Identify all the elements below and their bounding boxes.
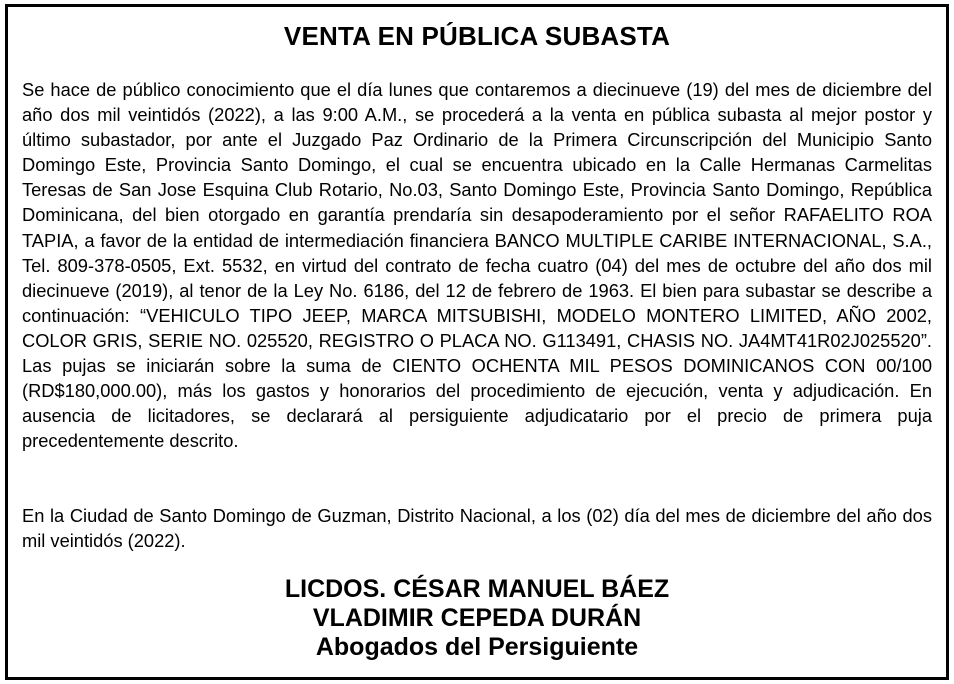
signature-line-role: Abogados del Persiguiente [315, 633, 639, 661]
signature-line-lawyers: LICDOS. CÉSAR MANUEL BÁEZ [284, 575, 670, 603]
notice-title: VENTA EN PÚBLICA SUBASTA [283, 21, 671, 51]
signature-block [8, 575, 946, 662]
notice-closing: En la Ciudad de Santo Domingo de Guzman, Distrito Nacional, a los (02) día del mes de diciembre del año dos mil veintidós (2022). [22, 505, 932, 552]
notice-body: Se hace de público conocimiento que el día lunes que contaremos a diecinueve (19) del mes de diciembre del año dos mil veintidós (2022), a las 9:00 A.M., se procederá a la venta en pública subasta al mejor postor y último subastador, por ante el Juzgado Paz Ordinario de la Primera Circunscripción del Municipio Santo Domingo Este, Provincia Santo Domingo, el cual se encuentra ubicado en la Calle Hermanas Carmelitas Teresas de San Jose Esquina Club Rotario, No.03, Santo Domingo Este, Provincia Santo Domingo, República Dominicana, del bien otorgado en garantía prendaría sin desapoderamiento por el señor RAFAELITO ROA TAPIA, a favor de la entidad de intermediación financiera BANCO MULTIPLE CARIBE INTERNACIONAL, S.A., Tel. 809-378-0505, Ext. 5532, en virtud del contrato de fecha cuatro (04) del mes de octubre del año dos mil diecinueve (2019), al tenor de la Ley No. 6186, del 12 de febrero de 1963. El bien para subastar se describe a continuación: “VEHICULO TIPO JEEP, MARCA MITSUBISHI, MODELO MONTERO LIMITED, AÑO 2002, COLOR GRIS, SERIE NO. 025520, REGISTRO O PLACA NO. G113491, CHASIS NO. JA4MT41R02J025520”. Las pujas se iniciarán sobre la suma de CIENTO OCHENTA MIL PESOS DOMINICANOS CON 00/100 (RD$180,000.00), más los gastos y honorarios del procedimiento de ejecución, venta y adjudicación. En ausencia de licitadores, se declarará al persiguiente adjudicatario por el precio de primera puja precedentemente descrito. [22, 79, 932, 452]
public-notice [5, 4, 949, 680]
signature-line-name: VLADIMIR CEPEDA DURÁN [312, 604, 642, 632]
